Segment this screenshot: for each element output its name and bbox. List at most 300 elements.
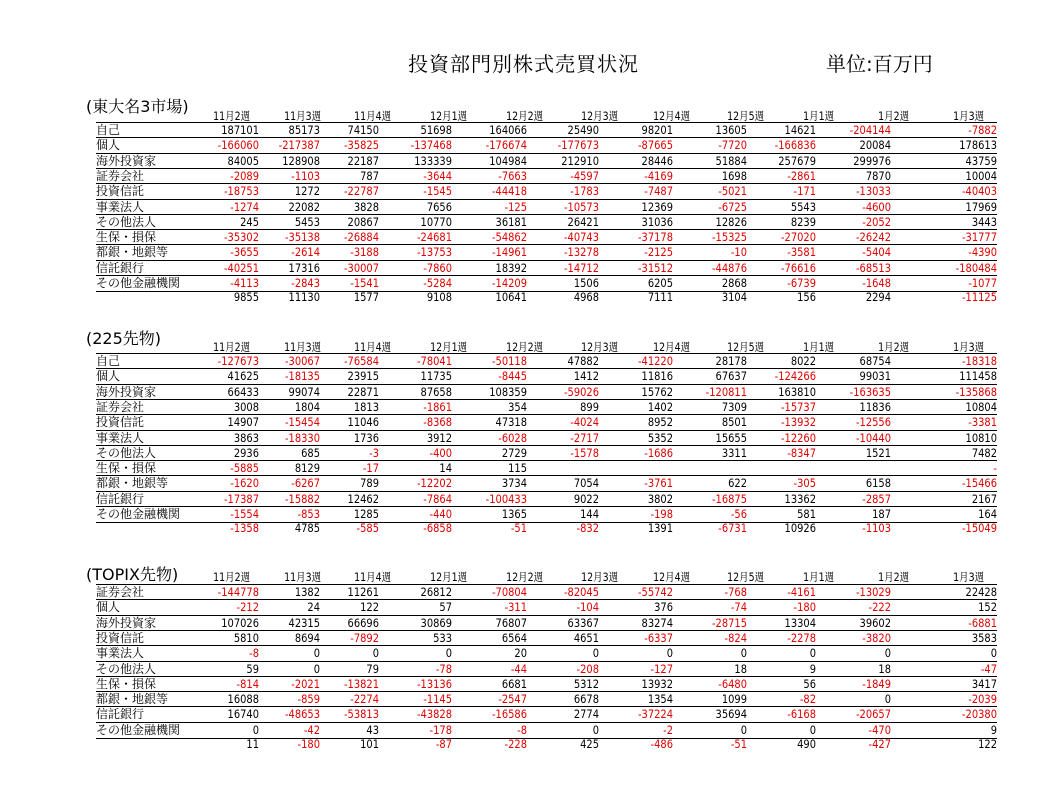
table-cell: 11836	[859, 399, 891, 414]
table-cell: -8	[517, 722, 527, 737]
section-title: (TOPIX先物)	[86, 565, 179, 584]
table-cell: -55742	[637, 585, 673, 599]
table-cell: 3417	[971, 676, 997, 691]
table-cell: -5885	[230, 461, 259, 476]
column-header: 11月2週	[213, 109, 250, 123]
table-row	[96, 122, 997, 138]
table-cell: 98201	[641, 123, 673, 137]
table-cell: -104	[576, 600, 599, 615]
table-cell: -1358	[230, 521, 259, 536]
table-cell: -217387	[278, 138, 320, 153]
table-cell: -5404	[862, 245, 891, 260]
row-label: 個人	[96, 369, 121, 384]
table-cell: -26884	[343, 230, 379, 245]
row-label: 信託銀行	[96, 707, 145, 722]
column-header: 12月2週	[506, 340, 543, 354]
table-cell: 99074	[288, 384, 320, 399]
table-cell: -26242	[855, 230, 891, 245]
table-cell: -7864	[423, 491, 452, 506]
table-cell: -53813	[343, 707, 379, 722]
column-header: 1月2週	[878, 340, 909, 354]
table-cell: -180	[793, 600, 816, 615]
column-header: 11月3週	[284, 109, 321, 123]
table-cell: -2843	[291, 276, 320, 290]
table-cell: -59026	[563, 384, 599, 399]
table-cell: 9022	[573, 491, 599, 506]
table-cell: 12369	[641, 199, 673, 214]
table-cell: -12202	[416, 476, 452, 491]
table-cell: -144778	[217, 585, 259, 599]
table-cell: 26421	[567, 214, 599, 229]
table-cell: 101	[360, 737, 379, 751]
table-cell: 2729	[501, 445, 527, 460]
table-cell: -1274	[230, 199, 259, 214]
total-row	[96, 290, 997, 305]
table-cell: 581	[797, 507, 816, 521]
table-cell: 0	[809, 646, 816, 661]
table-cell: -124266	[774, 369, 816, 384]
table-cell: -5021	[718, 184, 747, 199]
table-cell: -6739	[787, 276, 816, 290]
table-cell: 13932	[641, 676, 673, 691]
table-cell: 0	[445, 646, 452, 661]
table-cell: -13033	[855, 184, 891, 199]
table-cell: -31512	[637, 260, 673, 275]
table-cell: 1577	[353, 290, 379, 305]
table-cell: -13278	[563, 245, 599, 260]
table-cell: -48653	[284, 707, 320, 722]
table-cell: 133339	[414, 153, 452, 168]
table-cell: -20657	[855, 707, 891, 722]
table-cell: -198	[650, 507, 673, 521]
table-cell: -35825	[343, 138, 379, 153]
table-cell: -7892	[350, 630, 379, 645]
table-cell: 28446	[641, 153, 673, 168]
table-cell: -1686	[644, 445, 673, 460]
table-cell: 6564	[501, 630, 527, 645]
table-cell: 1813	[353, 399, 379, 414]
table-cell: 11	[246, 737, 259, 751]
table-cell: -204144	[849, 123, 891, 137]
table-cell: -4169	[644, 168, 673, 183]
table-cell: 0	[313, 646, 320, 661]
table-cell: -24681	[416, 230, 452, 245]
table-cell: 7111	[647, 290, 673, 305]
table-cell: -17	[362, 461, 379, 476]
table-cell: -76616	[780, 260, 816, 275]
row-label: 事業法人	[96, 430, 145, 445]
table-cell: -28715	[711, 615, 747, 630]
table-cell: -30067	[284, 354, 320, 368]
table-cell: 1506	[573, 276, 599, 290]
row-label: 海外投資家	[96, 615, 157, 630]
table-cell: 1365	[501, 507, 527, 521]
table-cell: 3734	[501, 476, 527, 491]
table-cell: 67637	[715, 369, 747, 384]
table-cell: 3583	[971, 630, 997, 645]
table-cell: 7309	[721, 399, 747, 414]
table-cell: -12260	[780, 430, 816, 445]
table-cell: 11735	[420, 369, 452, 384]
table-cell: 28178	[715, 354, 747, 368]
table-cell: -3644	[423, 168, 452, 183]
table-cell: 0	[990, 646, 997, 661]
table-cell: 152	[978, 600, 997, 615]
table-cell: 1402	[647, 399, 673, 414]
row-label: 海外投資家	[96, 153, 157, 168]
table-cell: 12826	[715, 214, 747, 229]
table-cell: -4390	[968, 245, 997, 260]
column-header: 12月3週	[581, 340, 618, 354]
table-row	[96, 599, 997, 615]
row-label: 自己	[96, 123, 121, 137]
table-cell: -768	[724, 585, 747, 599]
table-cell: -51	[730, 737, 747, 751]
table-cell: 6158	[865, 476, 891, 491]
column-header: 11月4週	[354, 570, 391, 584]
table-cell: 66433	[227, 384, 259, 399]
section-title: (東大名3市場)	[86, 97, 189, 116]
table-cell: 11816	[641, 369, 673, 384]
table-cell: 1354	[647, 692, 673, 707]
table-cell: -814	[236, 676, 259, 691]
table-cell: -10573	[563, 199, 599, 214]
column-header: 12月5週	[727, 340, 764, 354]
table-cell: 6205	[647, 276, 673, 290]
table-row	[96, 706, 997, 722]
table-cell: 16740	[227, 707, 259, 722]
table-cell: -44	[510, 661, 527, 676]
table-cell: 11046	[347, 415, 379, 430]
table-cell: 245	[240, 214, 259, 229]
table-cell: -56	[730, 507, 747, 521]
table-cell: 128908	[282, 153, 320, 168]
row-label: 生保・損保	[96, 676, 157, 691]
table-cell: -10	[730, 245, 747, 260]
table-cell: -8368	[423, 415, 452, 430]
table-cell: 13304	[784, 615, 816, 630]
table-cell: -18330	[284, 430, 320, 445]
table-cell: 1285	[353, 507, 379, 521]
table-cell: 0	[884, 646, 891, 661]
column-header: 1月2週	[878, 570, 909, 584]
table-cell: -51	[510, 521, 527, 536]
table-cell: -14961	[491, 245, 527, 260]
column-header: 11月3週	[284, 570, 321, 584]
table-cell: -35302	[223, 230, 259, 245]
table-cell: -43828	[416, 707, 452, 722]
table-cell: -44418	[491, 184, 527, 199]
table-cell: 22082	[288, 199, 320, 214]
table-cell: -7487	[644, 184, 673, 199]
column-header: 12月5週	[727, 109, 764, 123]
table-cell: -12556	[855, 415, 891, 430]
table-cell: 76807	[495, 615, 527, 630]
table-cell: -6168	[787, 707, 816, 722]
table-cell: 5312	[573, 676, 599, 691]
table-cell: -1578	[570, 445, 599, 460]
table-cell: 376	[654, 600, 673, 615]
table-row	[96, 153, 997, 169]
table-cell: 10770	[420, 214, 452, 229]
table-cell: 257679	[778, 153, 816, 168]
table-cell: -18753	[223, 184, 259, 199]
table-cell: 39602	[859, 615, 891, 630]
table-cell: 63367	[567, 615, 599, 630]
table-cell: 164	[978, 507, 997, 521]
table-cell: 99031	[859, 369, 891, 384]
table-cell: -2857	[862, 491, 891, 506]
table-cell: -3381	[968, 415, 997, 430]
table-cell: 9	[990, 722, 997, 737]
table-cell: -2717	[570, 430, 599, 445]
table-row	[96, 399, 997, 415]
table-cell: -13932	[780, 415, 816, 430]
table-cell: -859	[297, 692, 320, 707]
table-cell: -1849	[862, 676, 891, 691]
table-cell: 8501	[721, 415, 747, 430]
column-header: 1月2週	[878, 109, 909, 123]
table-cell: -3	[369, 445, 379, 460]
table-cell: -311	[504, 600, 527, 615]
row-label: 投資信託	[96, 415, 145, 430]
table-cell: 1391	[647, 521, 673, 536]
table-cell: 899	[580, 399, 599, 414]
table-cell: -44876	[711, 260, 747, 275]
table-cell: 5352	[647, 430, 673, 445]
table-cell: -54862	[491, 230, 527, 245]
table-cell: -13136	[416, 676, 452, 691]
table-cell: -1077	[968, 276, 997, 290]
table-cell: -18318	[961, 354, 997, 368]
column-header: 12月2週	[506, 570, 543, 584]
column-header: 11月4週	[354, 340, 391, 354]
table-cell: -8445	[498, 369, 527, 384]
table-cell: -166060	[217, 138, 259, 153]
table-cell: 9	[809, 661, 816, 676]
table-cell: 425	[580, 737, 599, 751]
column-header: 1月1週	[803, 570, 834, 584]
table-cell: 22871	[347, 384, 379, 399]
table-cell: 22428	[965, 585, 997, 599]
table-cell: -27020	[780, 230, 816, 245]
table-cell: 108359	[489, 384, 527, 399]
column-header: 1月1週	[803, 109, 834, 123]
table-cell: -8	[249, 646, 259, 661]
table-row	[96, 260, 997, 276]
table-cell: -1783	[570, 184, 599, 199]
row-label: 海外投資家	[96, 384, 157, 399]
table-cell: -171	[793, 184, 816, 199]
table-cell: 84005	[227, 153, 259, 168]
table-cell: -40251	[223, 260, 259, 275]
column-header: 1月3週	[953, 340, 984, 354]
table-cell: -486	[650, 737, 673, 751]
table-cell: -137468	[410, 138, 452, 153]
row-label: その他金融機関	[96, 507, 181, 521]
table-cell: 0	[372, 646, 379, 661]
table-row	[96, 691, 997, 707]
table-cell: -37178	[637, 230, 673, 245]
table-cell: 0	[252, 722, 259, 737]
table-cell: -3188	[350, 245, 379, 260]
table-cell: -15882	[284, 491, 320, 506]
table-cell: 122	[978, 737, 997, 751]
table-cell: 8022	[790, 354, 816, 368]
table-cell: -1554	[230, 507, 259, 521]
table-cell: -31777	[961, 230, 997, 245]
table-cell: 0	[884, 692, 891, 707]
table-cell: 68754	[859, 354, 891, 368]
row-label: 証券会社	[96, 168, 145, 183]
table-cell: -180484	[955, 260, 997, 275]
table-cell: -	[993, 461, 997, 476]
table-cell: -13029	[855, 585, 891, 599]
table-cell: 4785	[294, 521, 320, 536]
table-row	[96, 229, 997, 245]
table-cell: -6028	[498, 430, 527, 445]
table-cell: -853	[297, 507, 320, 521]
table-cell: 35694	[715, 707, 747, 722]
table-cell: 115	[508, 461, 527, 476]
table-cell: -3655	[230, 245, 259, 260]
table-cell: -5284	[423, 276, 452, 290]
column-header: 1月3週	[953, 109, 984, 123]
table-cell: 3802	[647, 491, 673, 506]
column-header: 12月4週	[653, 109, 690, 123]
column-header: 11月2週	[213, 340, 250, 354]
table-cell: 212910	[561, 153, 599, 168]
table-cell: 1736	[353, 430, 379, 445]
table-cell: -76584	[343, 354, 379, 368]
column-header: 12月3週	[581, 570, 618, 584]
table-cell: 354	[508, 399, 527, 414]
table-cell: 107026	[221, 615, 259, 630]
table-row	[96, 460, 997, 476]
row-label: 投資信託	[96, 184, 145, 199]
table-cell: 8952	[647, 415, 673, 430]
table-cell: -824	[724, 630, 747, 645]
table-cell: 22187	[347, 153, 379, 168]
table-cell: -6858	[423, 521, 452, 536]
table-cell: -37224	[637, 707, 673, 722]
table-cell: 5543	[790, 199, 816, 214]
table-cell: -82	[799, 692, 816, 707]
table-cell: 144	[580, 507, 599, 521]
table-cell: 3828	[353, 199, 379, 214]
table-cell: 1099	[721, 692, 747, 707]
table-cell: -100433	[485, 491, 527, 506]
table-cell: -120811	[705, 384, 747, 399]
column-header: 12月1週	[430, 570, 467, 584]
table-cell: 87658	[420, 384, 452, 399]
table-cell: 1698	[721, 168, 747, 183]
table-cell: 2167	[971, 491, 997, 506]
table-cell: 7870	[865, 168, 891, 183]
table-cell: 79	[366, 661, 379, 676]
table-cell: 5453	[294, 214, 320, 229]
row-label: 証券会社	[96, 399, 145, 414]
table-cell: 17969	[965, 199, 997, 214]
table-cell: 4651	[573, 630, 599, 645]
table-cell: 13362	[784, 491, 816, 506]
table-row	[96, 645, 997, 661]
row-label: 個人	[96, 138, 121, 153]
table-cell: -222	[868, 600, 891, 615]
table-cell: -11125	[961, 290, 997, 305]
table-row	[96, 199, 997, 215]
table-cell: 3311	[721, 445, 747, 460]
table-row	[96, 661, 997, 677]
table-cell: 66696	[347, 615, 379, 630]
table-cell: 9855	[233, 290, 259, 305]
table-cell: 14907	[227, 415, 259, 430]
table-cell: -4600	[862, 199, 891, 214]
table-cell: -15737	[780, 399, 816, 414]
table-cell: -20380	[961, 707, 997, 722]
table-cell: -14209	[491, 276, 527, 290]
table-cell: 17316	[288, 260, 320, 275]
table-cell: 2868	[721, 276, 747, 290]
table-cell: 12462	[347, 491, 379, 506]
table-cell: -6480	[718, 676, 747, 691]
table-row	[96, 430, 997, 446]
table-cell: 51884	[715, 153, 747, 168]
table-cell: 0	[592, 646, 599, 661]
table-cell: -585	[356, 521, 379, 536]
table-cell: 111458	[959, 369, 997, 384]
table-cell: -14712	[563, 260, 599, 275]
table-cell: 51698	[420, 123, 452, 137]
table-cell: -87665	[637, 138, 673, 153]
table-cell: -4024	[570, 415, 599, 430]
table-cell: 0	[666, 646, 673, 661]
table-cell: 787	[360, 168, 379, 183]
total-row	[96, 521, 997, 536]
table-cell: 41625	[227, 369, 259, 384]
table-cell: -3581	[787, 245, 816, 260]
table-cell: -176674	[485, 138, 527, 153]
table-cell: -6267	[291, 476, 320, 491]
column-header: 1月3週	[953, 570, 984, 584]
table-cell: 20867	[347, 214, 379, 229]
table-cell: -50118	[491, 354, 527, 368]
table-cell: 6681	[501, 676, 527, 691]
table-cell: -427	[868, 737, 891, 751]
table-cell: 1804	[294, 399, 320, 414]
table-cell: -1145	[423, 692, 452, 707]
table-cell: 3104	[721, 290, 747, 305]
table-cell: -1648	[862, 276, 891, 290]
table-cell: 7482	[971, 445, 997, 460]
table-cell: 178613	[959, 138, 997, 153]
table-cell: 299976	[853, 153, 891, 168]
table-cell: -7860	[423, 260, 452, 275]
table-cell: 4968	[573, 290, 599, 305]
table-cell: 47882	[567, 354, 599, 368]
table-cell: -16875	[711, 491, 747, 506]
column-header: 11月2週	[213, 570, 250, 584]
table-cell: -3820	[862, 630, 891, 645]
table-cell: 2936	[233, 445, 259, 460]
table-cell: -7720	[718, 138, 747, 153]
total-row	[96, 737, 997, 752]
table-cell: -41220	[637, 354, 673, 368]
table-cell: -470	[868, 722, 891, 737]
table-cell: -22787	[343, 184, 379, 199]
table-cell: -163635	[849, 384, 891, 399]
table-cell: 0	[809, 722, 816, 737]
